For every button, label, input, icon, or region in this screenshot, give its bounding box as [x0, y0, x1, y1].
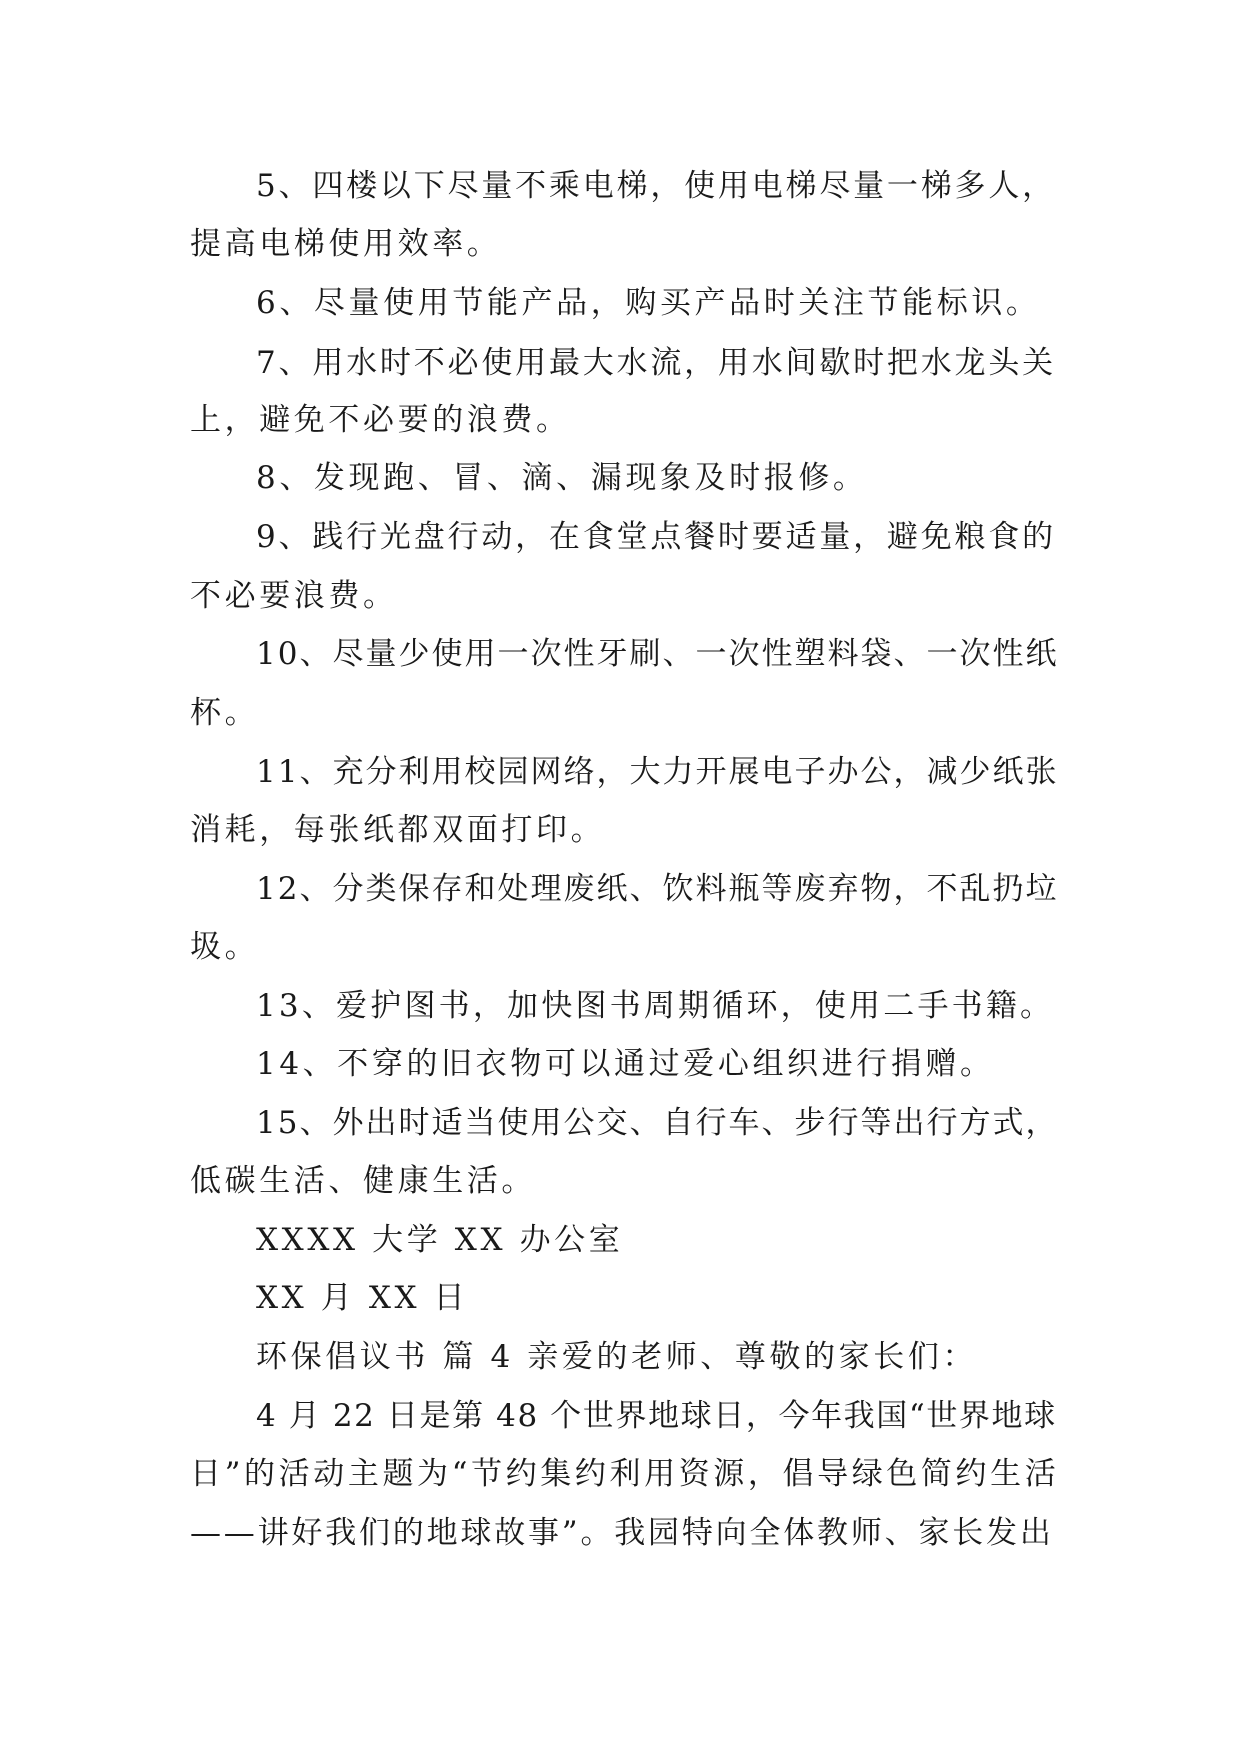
- text-line: 15、外出时适当使用公交、自行车、步行等出行方式，: [256, 1105, 1059, 1141]
- text-line: 13、爱护图书，加快图书周期循环，使用二手书籍。: [256, 988, 1055, 1024]
- text-line: 14、不穿的旧衣物可以通过爱心组织进行捐赠。: [256, 1046, 995, 1082]
- signature-date: XX 月 XX 日: [256, 1280, 469, 1316]
- text-line: 日”的活动主题为“节约集约利用资源，倡导绿色简约生活: [190, 1456, 1060, 1492]
- signature-org: XXXX 大学 XX 办公室: [256, 1222, 624, 1258]
- text-line: 圾。: [190, 929, 260, 965]
- text-line: 低碳生活、健康生活。: [190, 1163, 536, 1199]
- text-line: 12、分类保存和处理废纸、饮料瓶等废弃物，不乱扔垃: [256, 871, 1059, 907]
- text-line: 9、践行光盘行动，在食堂点餐时要适量，避免粮食的: [256, 519, 1056, 555]
- text-line: 4 月 22 日是第 48 个世界地球日，今年我国“世界地球: [256, 1398, 1057, 1434]
- text-line: 10、尽量少使用一次性牙刷、一次性塑料袋、一次性纸: [256, 636, 1059, 672]
- text-line: 杯。: [190, 695, 260, 731]
- text-line: 消耗，每张纸都双面打印。: [190, 812, 606, 848]
- text-line: 5、四楼以下尽量不乘电梯，使用电梯尽量一梯多人，: [256, 168, 1056, 204]
- text-line: 11、充分利用校园网络，大力开展电子办公，减少纸张: [256, 754, 1059, 790]
- text-line: 7、用水时不必使用最大水流，用水间歇时把水龙头关: [256, 345, 1056, 381]
- text-line: 提高电梯使用效率。: [190, 226, 502, 262]
- text-line: 不必要浪费。: [190, 578, 398, 614]
- text-line: 8、发现跑、冒、滴、漏现象及时报修。: [256, 460, 868, 496]
- text-line: 上，避免不必要的浪费。: [190, 402, 571, 438]
- text-line: 6、尽量使用节能产品，购买产品时关注节能标识。: [256, 285, 1041, 321]
- text-line: ——讲好我们的地球故事”。我园特向全体教师、家长发出: [190, 1515, 1054, 1551]
- section-heading: 环保倡议书 篇 4 亲爱的老师、尊敬的家长们：: [256, 1339, 978, 1375]
